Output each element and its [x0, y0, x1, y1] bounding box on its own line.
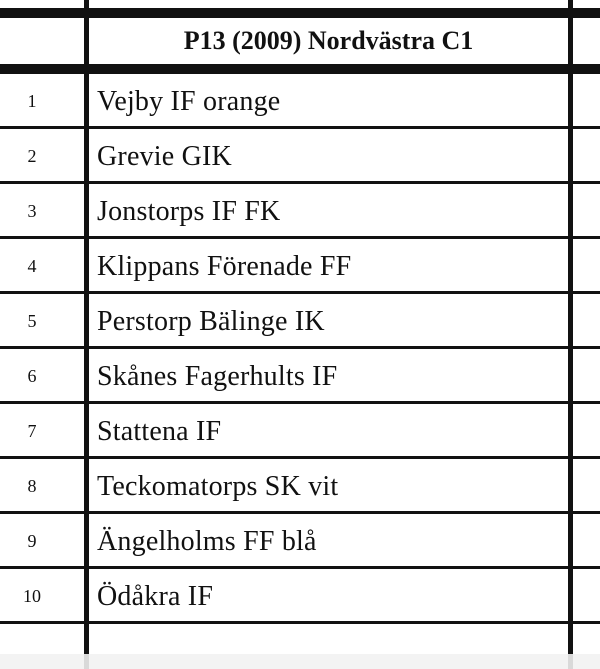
table-row: [0, 569, 600, 624]
row-number: 7: [27, 421, 37, 441]
team-name: Vejby IF orange: [97, 85, 281, 117]
table-row: [0, 514, 600, 569]
table-row: [0, 404, 600, 459]
table-row: [0, 74, 600, 129]
row-number: 8: [27, 476, 37, 496]
table-title: P13 (2009) Nordvästra C1: [183, 26, 474, 55]
table-row: [0, 294, 600, 349]
row-number: 10: [23, 586, 41, 606]
top-border: [0, 8, 600, 18]
table-row: [0, 459, 600, 514]
team-name: Ödåkra IF: [97, 580, 214, 612]
column-divider-right: [568, 0, 573, 654]
row-number: 2: [27, 146, 37, 166]
row-number: 3: [27, 201, 37, 221]
team-name: Klippans Förenade FF: [97, 250, 352, 282]
row-number: 6: [27, 366, 37, 386]
bottom-edge: [0, 654, 600, 669]
team-name: Grevie GIK: [97, 140, 232, 172]
row-number: 4: [27, 256, 37, 276]
table-body: [0, 74, 600, 624]
team-name: Stattena IF: [97, 415, 222, 447]
team-name: Perstorp Bälinge IK: [97, 305, 325, 337]
row-number: 1: [27, 91, 37, 111]
faded-divider: [84, 654, 89, 669]
row-number: 9: [27, 531, 37, 551]
table-row: [0, 184, 600, 239]
team-name: Ängelholms FF blå: [97, 525, 317, 557]
team-name: Jonstorps IF FK: [97, 195, 281, 227]
row-number: 5: [27, 311, 37, 331]
column-divider-left: [84, 0, 89, 654]
team-name: Teckomatorps SK vit: [97, 470, 339, 502]
faded-divider: [568, 654, 573, 669]
table-row: [0, 349, 600, 404]
team-name: Skånes Fagerhults IF: [97, 360, 338, 392]
header-border: [0, 64, 600, 74]
table-row: [0, 129, 600, 184]
table-row: [0, 239, 600, 294]
